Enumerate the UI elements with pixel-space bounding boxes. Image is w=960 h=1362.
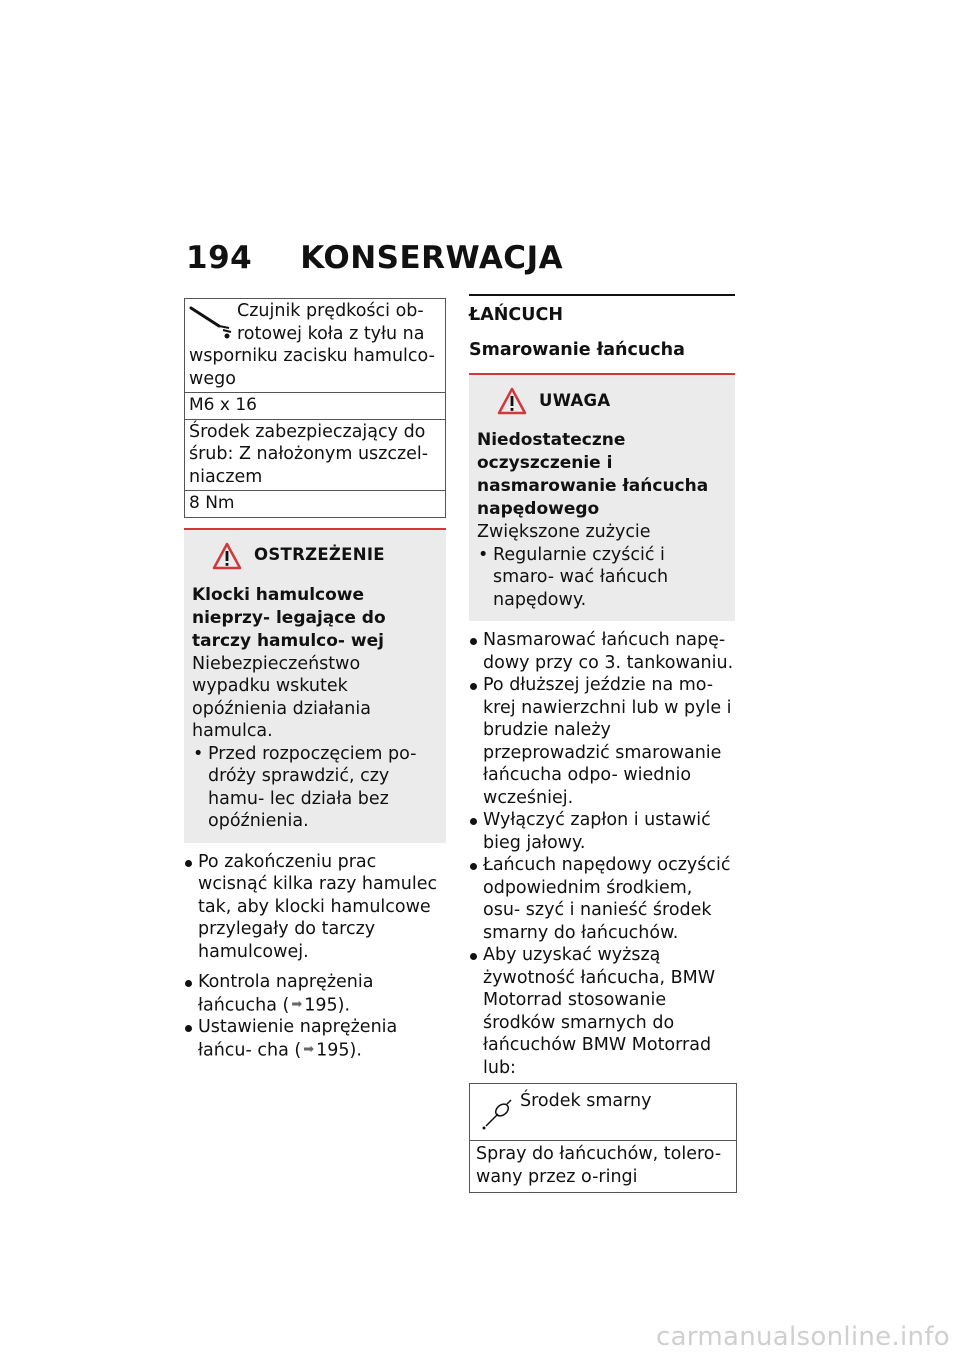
spec-row-bolt: M6 x 16 xyxy=(185,392,445,419)
warning-title: OSTRZEŻENIE xyxy=(254,545,385,565)
list-item: Wyłączyć zapłon i ustawić bieg jałowy. xyxy=(469,809,735,854)
lubricant-header xyxy=(470,1084,736,1140)
right-column xyxy=(469,294,735,1193)
left-bullet-list xyxy=(184,851,446,1062)
caution-box xyxy=(469,375,735,621)
list-item: Nasmarować łańcuch napę- dowy przy co 3. tankowaniu. xyxy=(469,629,735,674)
chain-section-title: ŁAŃCUCH xyxy=(469,305,563,325)
page-header xyxy=(186,240,563,276)
spec-row-location: Czujnik prędkości ob- rotowej koła z tyłu na wsporniku zacisku hamulco- wego xyxy=(189,301,435,389)
page-ref-arrow-icon: ➡ xyxy=(303,1041,315,1057)
warning-bullet: • Przed rozpoczęciem po- dróży sprawdzić, czy hamu- lec działa bez opóźnienia. xyxy=(192,743,438,833)
list-item: Po zakończeniu prac wcisnąć kilka razy hamulec tak, aby klocki hamulcowe przylegały do tarczy hamulcowej. xyxy=(184,851,446,964)
caution-heading: Niedostateczne oczyszczenie i nasmarowanie łańcucha napędowego xyxy=(477,430,709,519)
warning-body: Niebezpieczeństwo wypadku wskutek opóźnienia działania hamulca. xyxy=(192,653,371,741)
spec-row-threadlock: Środek zabezpieczający do śrub: Z nałożonym uszczel- niaczem xyxy=(185,419,445,491)
warning-triangle-icon xyxy=(212,542,242,570)
warning-triangle-icon xyxy=(497,387,527,415)
lubricant-label: Środek smarny xyxy=(520,1091,652,1111)
list-item: Łańcuch napędowy oczyścić odpowiednim środkiem, osu- szyć i nanieść środek smarny do łańcuchów. xyxy=(469,854,735,944)
caution-title: UWAGA xyxy=(539,390,611,410)
right-bullet-list xyxy=(469,629,735,1079)
list-item: Aby uzyskać wyższą żywotność łańcucha, BMW Motorrad stosowanie środków smarnych do łańcuchów BMW Motorrad lub: xyxy=(469,944,735,1079)
left-column xyxy=(184,298,446,1070)
section-title: KONSERWACJA xyxy=(300,240,564,276)
caution-body: Zwiększone zużycie xyxy=(477,522,651,542)
oil-can-icon xyxy=(480,1098,514,1132)
section-rule xyxy=(469,294,735,296)
page-number: 194 xyxy=(186,240,253,276)
torque-wrench-icon xyxy=(189,302,233,340)
warning-heading: Klocki hamulcowe nieprzy- legające do tarczy hamulco- wej xyxy=(192,584,386,651)
lubricant-spec: Spray do łańcuchów, tolero- wany przez o-ringi xyxy=(470,1140,736,1192)
watermark: carmanualsonline.info xyxy=(655,1322,950,1352)
list-item: Kontrola naprężenia łańcucha ( ➡ 195). xyxy=(184,971,446,1016)
caution-bullet: • Regularnie czyścić i smaro- wać łańcuch napędowy. xyxy=(477,544,727,612)
list-item: Po dłuższej jeździe na mo- krej nawierzchni lub w pyle i brudzie należy przeprowadzić smarowanie łańcucha odpo- wiednio wcześniej. xyxy=(469,674,735,809)
page-reference[interactable]: 195 xyxy=(304,994,338,1015)
torque-spec-table xyxy=(184,298,446,518)
spec-row-torque: 8 Nm xyxy=(185,490,445,517)
warning-box xyxy=(184,530,446,843)
lubricant-table xyxy=(469,1083,737,1193)
page-ref-arrow-icon: ➡ xyxy=(291,996,303,1012)
page-reference[interactable]: 195 xyxy=(316,1040,350,1060)
chain-lubrication-title: Smarowanie łańcucha xyxy=(469,339,685,360)
list-item: Ustawienie naprężenia łańcu- cha ( ➡ 195). xyxy=(184,1016,446,1061)
